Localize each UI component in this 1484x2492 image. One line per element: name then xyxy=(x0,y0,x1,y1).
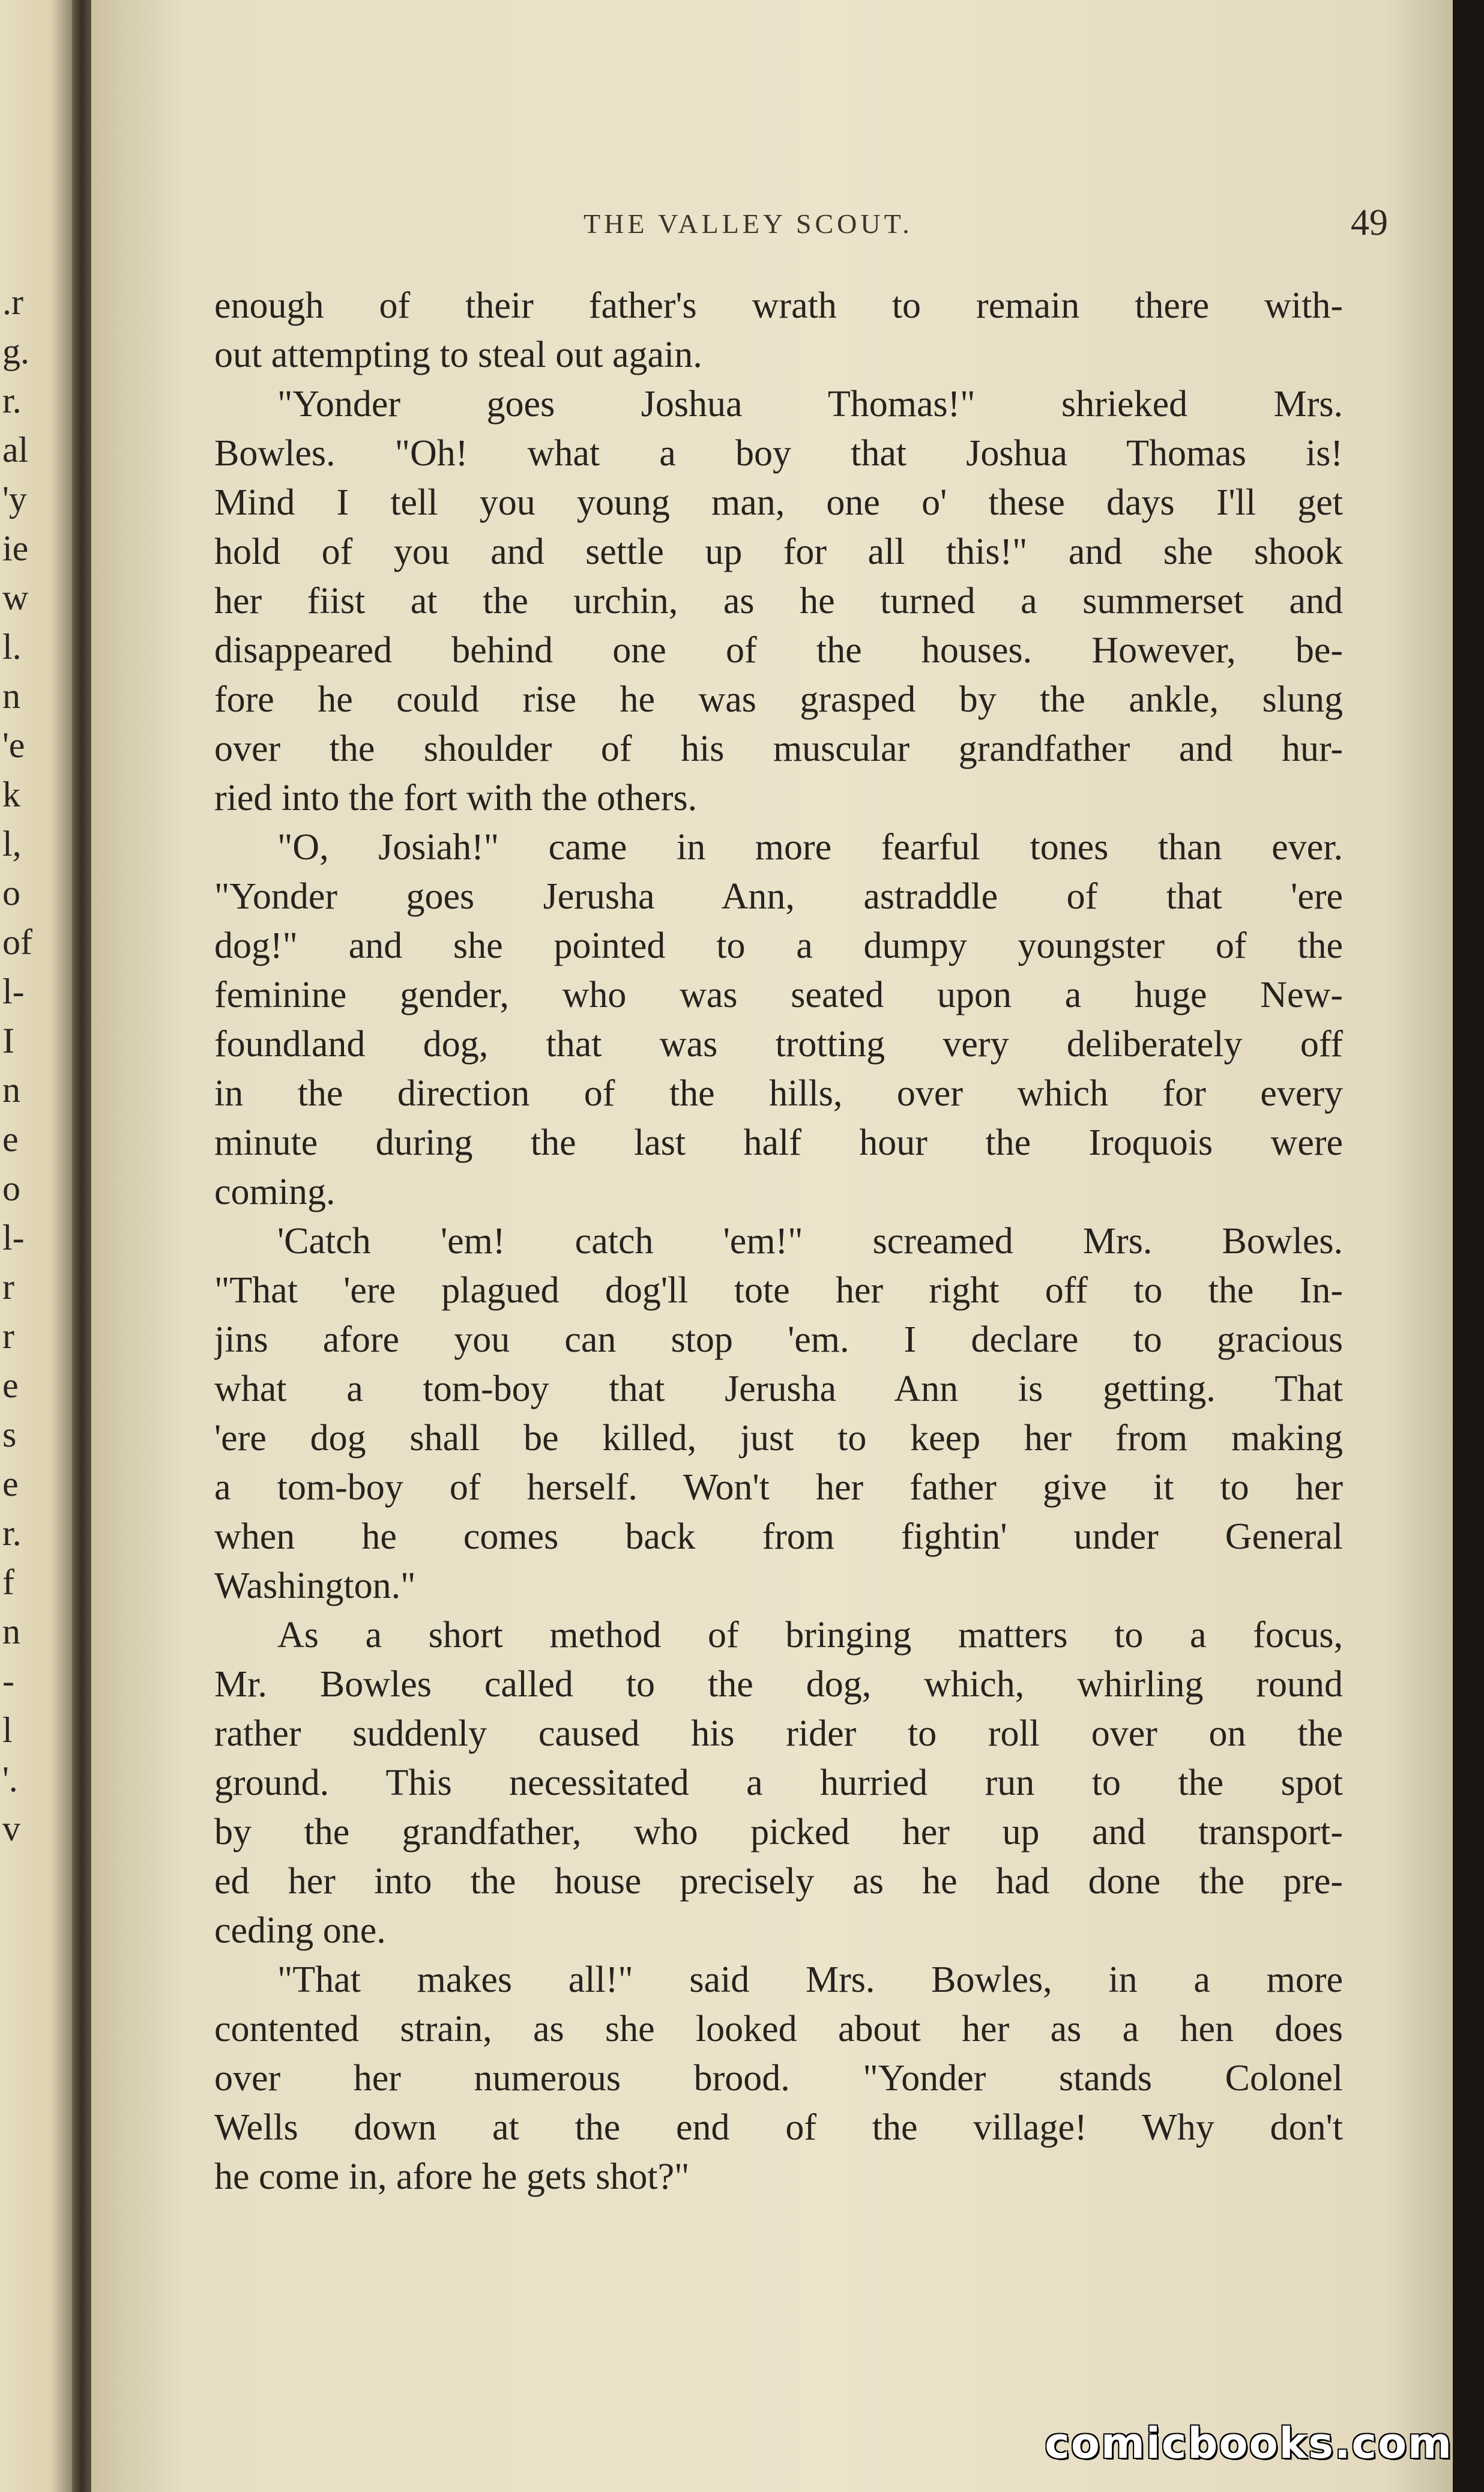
facing-page-fragment: w xyxy=(2,578,29,617)
page-number: 49 xyxy=(1351,202,1388,243)
facing-page-fragment: '. xyxy=(2,1759,18,1799)
text-line: minute during the last half hour the Iroquois were xyxy=(214,1122,1343,1163)
facing-page-fragment: o xyxy=(2,1169,20,1208)
running-title: THE VALLEY SCOUT. xyxy=(584,208,913,239)
facing-page-fragment: g. xyxy=(2,331,29,371)
text-line: Bowles. "Oh! what a boy that Joshua Thomas is! xyxy=(214,433,1343,474)
facing-page-fragment: l xyxy=(2,1710,13,1750)
facing-page-fragment: n xyxy=(2,1070,20,1110)
text-line: enough of their father's wrath to remain there with- xyxy=(214,285,1343,326)
text-line: ried into the fort with the others. xyxy=(214,778,698,818)
facing-page-fragment: al xyxy=(2,430,29,470)
facing-page-fragment: r xyxy=(2,1267,14,1307)
text-line: jins afore you can stop 'em. I declare to gracious xyxy=(214,1319,1343,1360)
facing-page-fragment: o xyxy=(2,873,20,913)
text-line: 'Catch 'em! catch 'em!" screamed Mrs. Bowles. xyxy=(277,1221,1343,1262)
text-line: in the direction of the hills, over which for every xyxy=(214,1073,1343,1114)
facing-page-fragment: e xyxy=(2,1365,19,1405)
text-line: coming. xyxy=(214,1172,336,1212)
facing-page-fragment: l- xyxy=(2,1218,25,1257)
facing-page-fragment: of xyxy=(2,922,32,962)
text-line: Mind I tell you young man, one o' these days I'll get xyxy=(214,482,1343,523)
site-watermark: comicbooks.com xyxy=(1045,2419,1453,2468)
text-line: "Yonder goes Joshua Thomas!" shrieked Mrs. xyxy=(277,384,1343,425)
text-line: dog!" and she pointed to a dumpy youngster of the xyxy=(214,925,1343,966)
text-line: disappeared behind one of the houses. However, be- xyxy=(214,630,1343,671)
facing-page-fragment: f xyxy=(2,1562,14,1602)
facing-page-fragment: 'e xyxy=(2,725,25,765)
text-line: over her numerous brood. "Yonder stands Colonel xyxy=(214,2058,1343,2099)
text-line: ceding one. xyxy=(214,1910,386,1951)
facing-page-fragment: l, xyxy=(2,824,22,863)
text-line: he come in, afore he gets shot?" xyxy=(214,2156,690,2197)
text-line: 'ere dog shall be killed, just to keep her from making xyxy=(214,1418,1343,1459)
facing-page-fragment: l. xyxy=(2,627,22,667)
facing-page-fragment: l- xyxy=(2,972,25,1011)
text-line: out attempting to steal out again. xyxy=(214,334,702,375)
facing-page-fragment: .r xyxy=(2,282,23,322)
text-line: Wells down at the end of the village! Why don't xyxy=(214,2107,1343,2148)
facing-page-fragment: n xyxy=(2,1612,20,1651)
text-line: "That 'ere plagued dog'll tote her right off to the In- xyxy=(214,1270,1343,1311)
book-spine xyxy=(72,0,91,2492)
facing-page-fragment: ie xyxy=(2,528,29,568)
text-line: Mr. Bowles called to the dog, which, whirling round xyxy=(214,1664,1343,1705)
text-line: over the shoulder of his muscular grandfather and hur- xyxy=(214,728,1343,769)
facing-page-fragment: r xyxy=(2,1316,14,1356)
facing-page-fragment: r. xyxy=(2,1513,22,1553)
facing-page-fragment: r. xyxy=(2,381,22,420)
text-line: contented strain, as she looked about her as a hen does xyxy=(214,2009,1343,2049)
text-line: As a short method of bringing matters to a focus, xyxy=(277,1615,1343,1656)
text-line: fore he could rise he was grasped by the ankle, slung xyxy=(214,679,1343,720)
facing-page-fragment: n xyxy=(2,676,20,716)
text-line: feminine gender, who was seated upon a huge New- xyxy=(214,975,1343,1015)
facing-page-edge xyxy=(0,0,73,2492)
text-line: rather suddenly caused his rider to roll over on the xyxy=(214,1713,1343,1754)
facing-page-margin-text xyxy=(0,0,73,2492)
facing-page-fragment: - xyxy=(2,1661,14,1701)
text-line: "O, Josiah!" came in more fearful tones than ever. xyxy=(277,827,1343,868)
facing-page-fragment: v xyxy=(2,1809,20,1848)
text-line: "Yonder goes Jerusha Ann, astraddle of that 'ere xyxy=(214,876,1343,917)
text-line: what a tom-boy that Jerusha Ann is getting. That xyxy=(214,1368,1343,1409)
text-line: ground. This necessitated a hurried run to the spot xyxy=(214,1762,1343,1803)
facing-page-fragment: k xyxy=(2,775,20,814)
facing-page-fragment: e xyxy=(2,1119,19,1159)
text-line: "That makes all!" said Mrs. Bowles, in a more xyxy=(277,1959,1343,2000)
facing-page-fragment: I xyxy=(2,1021,14,1060)
text-line: Washington." xyxy=(214,1565,416,1606)
book-page xyxy=(91,0,1453,2492)
facing-page-fragment: s xyxy=(2,1415,17,1454)
text-line: ed her into the house precisely as he had done the pre- xyxy=(214,1861,1343,1902)
text-line: her fiist at the urchin, as he turned a summerset and xyxy=(214,581,1343,621)
text-line: a tom-boy of herself. Won't her father give it to her xyxy=(214,1467,1343,1508)
text-line: when he comes back from fightin' under General xyxy=(214,1516,1343,1557)
text-line: by the grandfather, who picked her up and transport- xyxy=(214,1812,1343,1852)
facing-page-fragment: e xyxy=(2,1464,19,1504)
text-line: hold of you and settle up for all this!" and she shook xyxy=(214,531,1343,572)
text-line: foundland dog, that was trotting very deliberately off xyxy=(214,1024,1343,1065)
facing-page-fragment: 'y xyxy=(2,479,27,519)
